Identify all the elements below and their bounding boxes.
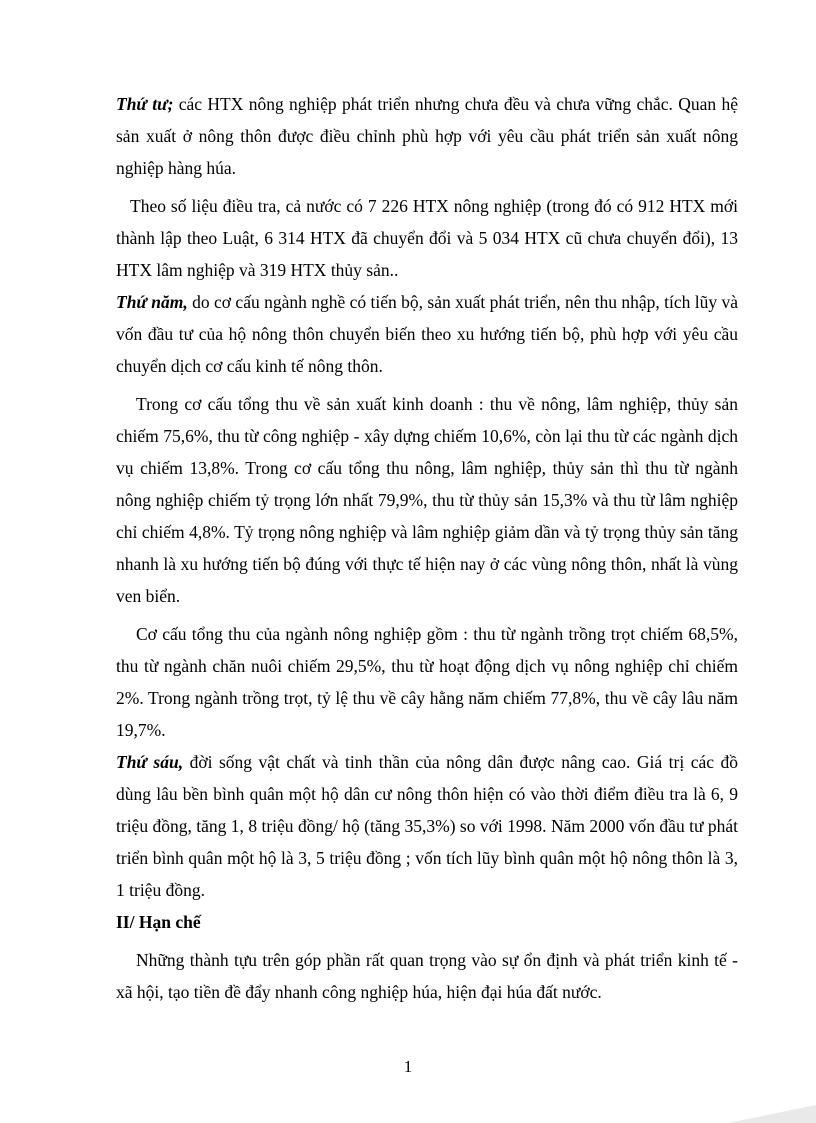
paragraph-limitations-intro bbox=[116, 944, 738, 1008]
paragraph-text: do cơ cấu ngành nghề có tiến bộ, sản xuất phát triển, nên thu nhập, tích lũy và vốn đầu tư của hộ nông thôn chuyển biến theo xu hướng tiến bộ, phù hợp với yêu cầu chuyển dịch cơ cấu kinh tế nông thôn. bbox=[116, 292, 738, 376]
section-heading: II/ Hạn chế bbox=[116, 912, 201, 932]
paragraph-text: Theo số liệu điều tra, cả nước có 7 226 HTX nông nghiệp (trong đó có 912 HTX mới thành lập theo Luật, 6 314 HTX đã chuyển đổi và 5 034 HTX cũ chưa chuyển đổi), 13 HTX lâm nghiệp và 319 HTX thủy sản.. bbox=[116, 196, 738, 280]
document-page bbox=[116, 88, 738, 1008]
paragraph-survey bbox=[116, 190, 738, 286]
paragraph-revenue-structure bbox=[116, 388, 738, 612]
paragraph-text: Cơ cấu tổng thu của ngành nông nghiệp gồm : thu từ ngành trồng trọt chiếm 68,5%, thu từ ngành chăn nuôi chiếm 29,5%, thu từ hoạt động dịch vụ nông nghiệp chỉ chiếm 2%. Trong ngành trồng trọt, tỷ lệ thu về cây hằng năm chiếm 77,8%, thu về cây lâu năm 19,7%. bbox=[116, 624, 738, 740]
paragraph-text: đời sống vật chất và tinh thần của nông dân được nâng cao. Giá trị các đồ dùng lâu bền bình quân một hộ dân cư nông thôn hiện có vào thời điểm điều tra là 6, 9 triệu đồng, tăng 1, 8 triệu đồng/ hộ (tăng 35,3%) so với 1998. Năm 2000 vốn đầu tư phát triển bình quân một hộ là 3, 5 triệu đồng ; vốn tích lũy bình quân một hộ nông thôn là 3, 1 triệu đồng. bbox=[116, 752, 738, 900]
paragraph-agri-structure bbox=[116, 618, 738, 746]
page-corner-decoration bbox=[728, 1105, 816, 1123]
paragraph-lead: Thứ tư; bbox=[116, 94, 174, 114]
page-number: 1 bbox=[403, 1057, 413, 1076]
paragraph-text: các HTX nông nghiệp phát triển nhưng chưa đều và chưa vững chắc. Quan hệ sản xuất ở nông thôn được điều chỉnh phù hợp với yêu cầu phát triển sản xuất nông nghiệp hàng húa. bbox=[116, 94, 738, 178]
paragraph-thu-sau bbox=[116, 746, 738, 906]
paragraph-text: Những thành tựu trên góp phần rất quan trọng vào sự ổn định và phát triển kinh tế - xã hội, tạo tiền đề đẩy nhanh công nghiệp húa, hiện đại húa đất nước. bbox=[116, 950, 738, 1002]
paragraph-lead: Thứ sáu, bbox=[116, 752, 184, 772]
paragraph-thu-nam bbox=[116, 286, 738, 382]
paragraph-thu-tu bbox=[116, 88, 738, 184]
paragraph-text: Trong cơ cấu tổng thu về sản xuất kinh doanh : thu về nông, lâm nghiệp, thủy sản chiếm 75,6%, thu từ công nghiệp - xây dựng chiếm 10,6%, còn lại thu từ các ngành dịch vụ chiếm 13,8%. Trong cơ cấu tổng thu nông, lâm nghiệp, thủy sản thì thu từ ngành nông nghiệp chiếm tỷ trọng lớn nhất 79,9%, thu từ thủy sản 15,3% và thu từ lâm nghiệp chỉ chiếm 4,8%. Tỷ trọng nông nghiệp và lâm nghiệp giảm dần và tỷ trọng thủy sản tăng nhanh là xu hướng tiến bộ đúng với thực tế hiện nay ở các vùng nông thôn, nhất là vùng ven biển. bbox=[116, 394, 738, 606]
paragraph-lead: Thứ năm, bbox=[116, 292, 188, 312]
